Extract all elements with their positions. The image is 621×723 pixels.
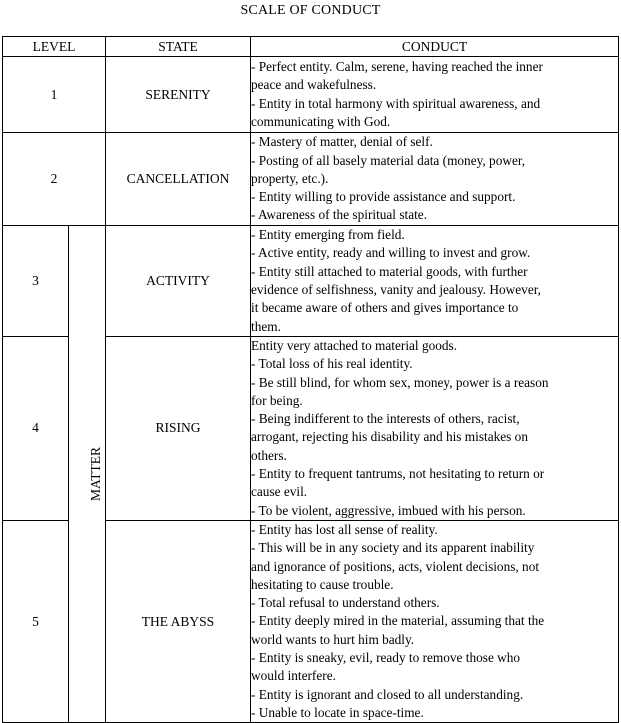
conduct-table [2,36,619,723]
conduct-line: cause evil. [251,484,308,500]
conduct-line: them. [251,318,281,334]
state-cell: RISING [106,337,251,521]
conduct-line: - Mastery of matter, denial of self. [251,134,433,150]
matter-side-label: MATTER [88,447,103,502]
conduct-line: - Entity emerging from field. [251,227,405,243]
conduct-cell [251,226,619,337]
conduct-line: evidence of selfishness, vanity and jealousy. However, [251,282,541,297]
conduct-cell [251,520,619,722]
conduct-line: - Awareness of the spiritual state. [251,207,428,223]
table-header-row [3,37,619,57]
table-row [3,133,619,226]
conduct-cell [251,133,619,226]
level-cell: 3 [3,226,69,337]
conduct-line: - Total loss of his real identity. [251,356,413,372]
conduct-line: - Entity in total harmony with spiritual awareness, and [251,95,541,111]
conduct-line: others. [251,447,287,463]
header-level: LEVEL [3,37,106,57]
conduct-line: - Entity to frequent tantrums, not hesitating to return or [251,466,545,482]
conduct-line: - Entity has lost all sense of reality. [251,521,438,537]
conduct-line: - Entity is sneaky, evil, ready to remove those who [251,650,521,666]
conduct-line: would interfere. [251,668,336,684]
conduct-line: - Perfect entity. Calm, serene, having reached the inner [251,58,543,74]
header-state: STATE [106,37,251,57]
table-body [3,57,619,723]
header-conduct: CONDUCT [251,37,619,57]
conduct-line: hesitating to cause trouble. [251,576,394,592]
table-row [3,226,619,337]
conduct-cell [251,57,619,133]
conduct-line: - Be still blind, for whom sex, money, power is a reason [251,374,549,390]
conduct-line: for being. [251,392,303,408]
conduct-line: Entity very attached to material goods. [251,338,458,353]
conduct-line: - This will be in any society and its apparent inability [251,540,535,556]
conduct-line: - To be violent, aggressive, imbued with his person. [251,502,526,518]
state-cell: THE ABYSS [106,520,251,722]
conduct-line: - Entity willing to provide assistance and support. [251,189,516,205]
conduct-line: - Posting of all basely material data (money, power, [251,152,526,168]
conduct-line: - Entity is ignorant and closed to all understanding. [251,686,524,702]
matter-side-cell [69,226,106,723]
state-cell: ACTIVITY [106,226,251,337]
conduct-line: - Being indifferent to the interests of others, racist, [251,411,520,427]
document-title: SCALE OF CONDUCT [240,3,381,18]
conduct-line: - Unable to locate in space-time. [251,704,424,720]
conduct-cell [251,337,619,521]
conduct-line: property, etc.). [251,170,329,186]
conduct-line: arrogant, rejecting his disability and his mistakes on [251,429,528,445]
conduct-line: world wants to hurt him badly. [251,631,415,647]
level-cell: 2 [3,133,106,226]
conduct-line: - Entity still attached to material goods, with further [251,263,528,279]
conduct-line: peace and wakefulness. [251,77,377,93]
state-cell: SERENITY [106,57,251,133]
conduct-line: and ignorance of positions, acts, violent decisions, not [251,558,540,574]
conduct-line: - Entity deeply mired in the material, assuming that the [251,613,545,629]
state-cell: CANCELLATION [106,133,251,226]
table-row [3,57,619,133]
level-cell: 1 [3,57,106,133]
conduct-line: communicating with God. [251,113,391,129]
conduct-line: - Active entity, ready and willing to invest and grow. [251,245,531,261]
level-cell: 5 [3,520,69,722]
conduct-line: - Total refusal to understand others. [251,595,440,611]
level-cell: 4 [3,337,69,521]
conduct-line: it became aware of others and gives importance to [251,300,519,316]
